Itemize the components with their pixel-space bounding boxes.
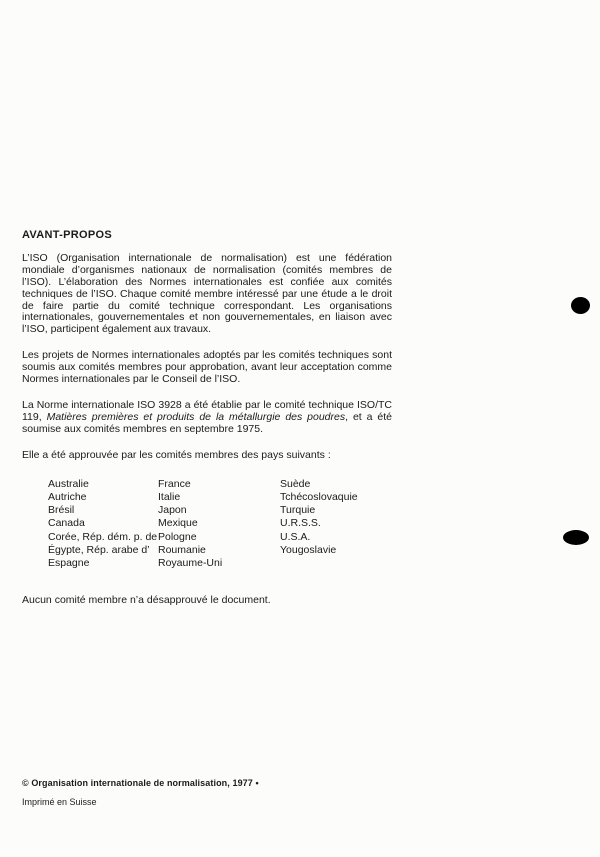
paragraph-iso-intro: L’ISO (Organisation internationale de normalisation) est une fédération mondiale d’organismes nationaux de normalisation (comités membres de l’ISO). L’élaboration des Normes internationales est confiée aux comités techniques de l’ISO. Chaque comité membre intéressé par une étude a le droit de faire partie du comité technique correspondant. Les organisations internationales, gouvernementales et non gouvernementales, en liaison avec l’ISO, participent également aux travaux. [22, 251, 392, 336]
country-item: Yougoslavie [280, 544, 337, 557]
standard-origin-text-before: La Norme internationale ISO 3928 a été établie par le comité technique ISO/TC 119, [22, 398, 392, 423]
country-item: Canada [48, 517, 85, 530]
country-column-3 [280, 478, 392, 571]
technical-committee-title: Matières premières et produits de la métallurgie des poudres [46, 410, 346, 423]
printed-in-switzerland-line: Imprimé en Suisse [22, 797, 97, 807]
country-item: France [158, 477, 191, 490]
paragraph-draft-process: Les projets de Normes internationales adoptés par les comités techniques sont soumis aux comités membres pour approbation, avant leur acceptation comme Normes internationales par le Conseil de l’ISO. [22, 349, 392, 386]
binding-mark-bottom-icon [563, 530, 589, 545]
standard-origin-text-after: , et a été soumise aux comités membres en septembre 1975. [22, 410, 393, 435]
country-item: Autriche [48, 490, 87, 503]
paragraph-no-disapproval: Aucun comité membre n’a désapprouvé le document. [22, 593, 271, 606]
country-item: Italie [158, 490, 181, 503]
copyright-line: © Organisation internationale de normalisation, 1977 • [22, 778, 259, 788]
country-item: Brésil [48, 504, 75, 517]
country-item: Turquie [280, 504, 316, 517]
country-column-2 [158, 478, 280, 571]
country-item: Australie [48, 477, 89, 490]
country-item: Égypte, Rép. arabe d’ [48, 544, 150, 557]
country-item: Pologne [158, 530, 197, 543]
binding-mark-top-icon [571, 297, 590, 314]
country-item: Corée, Rép. dém. p. de [48, 530, 158, 543]
paragraph-approval-intro: Elle a été approuvée par les comités membres des pays suivants : [22, 448, 331, 461]
country-item: Japon [158, 504, 187, 517]
country-item: U.S.A. [280, 530, 311, 543]
country-item: Mexique [158, 517, 198, 530]
section-heading: AVANT-PROPOS [22, 229, 112, 241]
foreword-section [22, 230, 392, 621]
country-item: Royaume-Uni [158, 557, 223, 570]
country-item: Espagne [48, 557, 90, 570]
country-item: Tchécoslovaquie [280, 490, 358, 503]
approving-countries-list [48, 478, 392, 571]
paragraph-standard-origin [22, 400, 392, 436]
country-item: Suède [280, 477, 311, 490]
country-item: U.R.S.S. [280, 517, 321, 530]
country-column-1 [48, 478, 158, 571]
page-footer [22, 778, 259, 808]
country-item: Roumanie [158, 544, 206, 557]
